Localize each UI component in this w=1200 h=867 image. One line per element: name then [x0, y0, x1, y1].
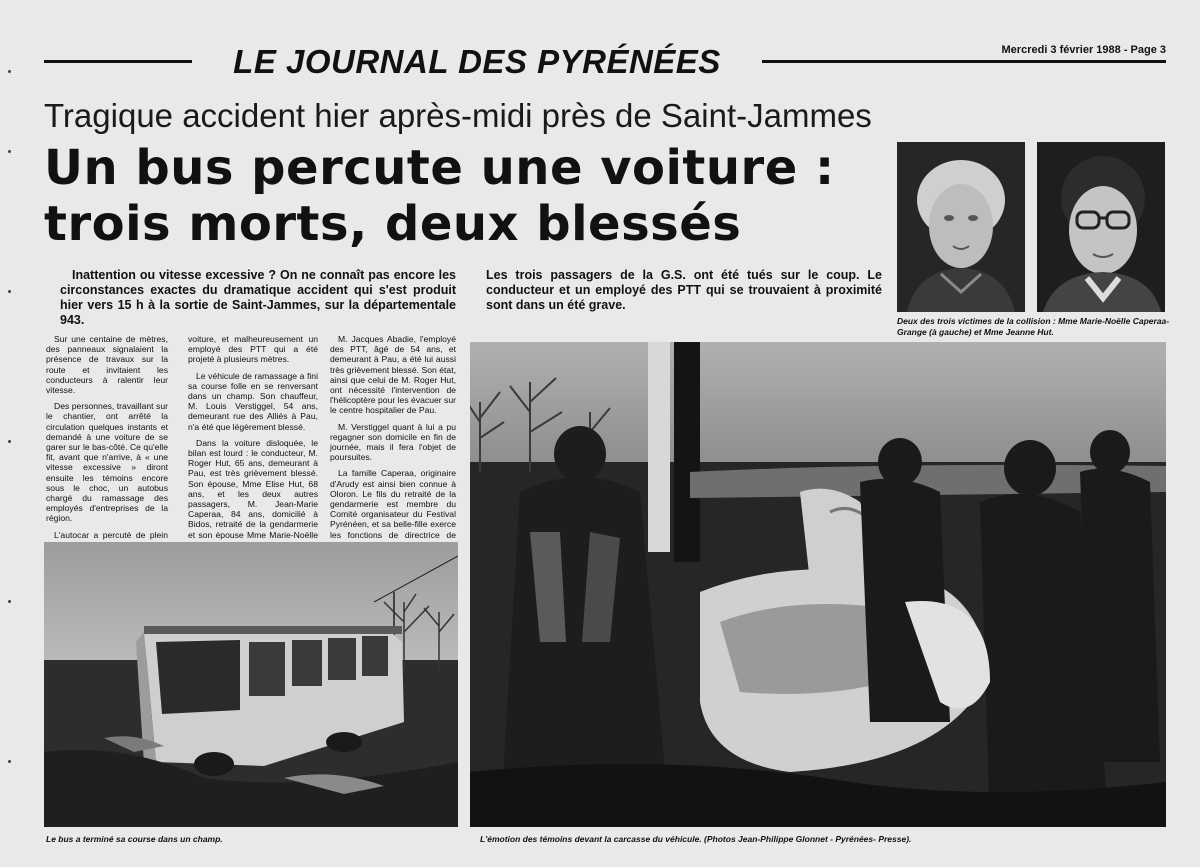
portrait-photo-caperaa — [897, 142, 1025, 312]
article-column-1 — [46, 334, 168, 544]
portrait-photo-hut — [1037, 142, 1165, 312]
paragraph: M. Jacques Abadie, l'employé des PTT, âgé de 54 ans, et demeurant à Pau, a été lui aussi très grièvement blessé. Son état, ainsi que celui de M. Roger Hut, ont nécessité l'intervention de l'hélicoptère pour les évacuer sur le centre hospitalier de Pau. — [330, 334, 456, 416]
masthead-title: LE JOURNAL DES PYRÉNÉES — [233, 43, 721, 80]
bus-photo-caption: Le bus a terminé sa course dans un champ. — [46, 834, 223, 844]
paragraph: Sur une centaine de mètres, des panneaux signalaient la présence de travaux sur la route et invitaient les conducteurs à ralentir leur vitesse. — [46, 334, 168, 396]
paragraph: L'autocar a percuté de plein — [54, 529, 168, 540]
article-kicker: Tragique accident hier après-midi près de Saint-Jammes — [44, 97, 872, 134]
crash-photo-image — [470, 342, 1166, 827]
margin-dot — [8, 150, 11, 153]
bus-photo-image — [44, 542, 458, 827]
masthead-rule-left — [44, 60, 192, 63]
article-column-3 — [330, 334, 456, 544]
lead-paragraph-left: Inattention ou vitesse excessive ? On ne connaît pas encore les circonstances exactes du dramatique accident qui s'est produit hier vers 15 h à la sortie de Saint-Jammes, sur la départementale 943. — [60, 268, 456, 327]
article-column-2 — [188, 334, 318, 544]
headline-line-2: trois morts, deux blessés — [44, 196, 742, 252]
paragraph: Le véhicule de ramassage a fini sa course folle en se renversant dans un champ. Son chauffeur, M. Louis Verstiggel, 54 ans, demeurant rue des Alliés à Pau, n'a été que légèrement blessé. — [188, 370, 318, 432]
crash-scene-photo — [470, 342, 1166, 827]
crash-photo-caption: L'émotion des témoins devant la carcasse du véhicule. (Photos Jean-Philippe Glonnet - Pyrénées- Presse). — [480, 834, 912, 844]
portraits-caption: Deux des trois victimes de la collision : Mme Marie-Noëlle Caperaa-Grange (à gauche) et Mme Jeanne Hut. — [897, 316, 1170, 337]
dateline: Mercredi 3 février 1988 - Page 3 — [1001, 44, 1166, 56]
portrait-1-image — [897, 142, 1025, 312]
paragraph: Des personnes, travaillant sur le chantier, ont arrêté la circulation quelques instants et demandé à une voiture de se garer sur le bas-côté. Ce qu'elle fit, avant que n'arrive, à « une vitesse excessive » diront ensuite les témoins encore sous le choc, un autobus chargé du ramassage des employés d'entreprises de la région. — [46, 401, 168, 524]
lead-paragraph-right: Les trois passagers de la G.S. ont été tués sur le coup. Le conducteur et un employé des PTT qui se trouvaient à proximité sont dans un été grave. — [486, 268, 882, 312]
margin-dot — [8, 600, 11, 603]
article-headline — [44, 140, 889, 258]
margin-dot — [8, 290, 11, 293]
paragraph: voiture, et malheureusement un employé des PTT qui a été projeté à plusieurs mètres. — [188, 334, 318, 365]
masthead-rule-right — [762, 60, 1166, 63]
portrait-2-image — [1037, 142, 1165, 312]
paragraph: M. Verstiggel quant à lui a pu regagner son domicile en fin de journée, mais il fera l'objet de poursuites. — [330, 421, 456, 463]
margin-dot — [8, 440, 11, 443]
paragraph: La famille Caperaa, originaire d'Arudy est ainsi bien connue à Oloron. Le fils du retraité de la gendarmerie est membre du Comité organisateur du Festival Pyrénéen, et sa belle-fille exerce les fonctions de directrice de — [330, 468, 456, 540]
bus-in-field-photo — [44, 542, 458, 827]
headline-line-1: Un bus percute une voiture : — [44, 140, 835, 196]
paragraph: Dans la voiture disloquée, le bilan est lourd : le conducteur, M. Roger Hut, 65 ans, demeurant à Pau, est très grièvement blessé. Son épouse, Mme Elise Hut, 68 ans, et les deux autres passagers, M. Jean-Marie Caperaa, 84 ans, domicilié à Bidos, retraité de la gendarmerie et son épouse Mme Marie-Noëlle — [188, 437, 318, 540]
margin-dot — [8, 70, 11, 73]
margin-dot — [8, 760, 11, 763]
